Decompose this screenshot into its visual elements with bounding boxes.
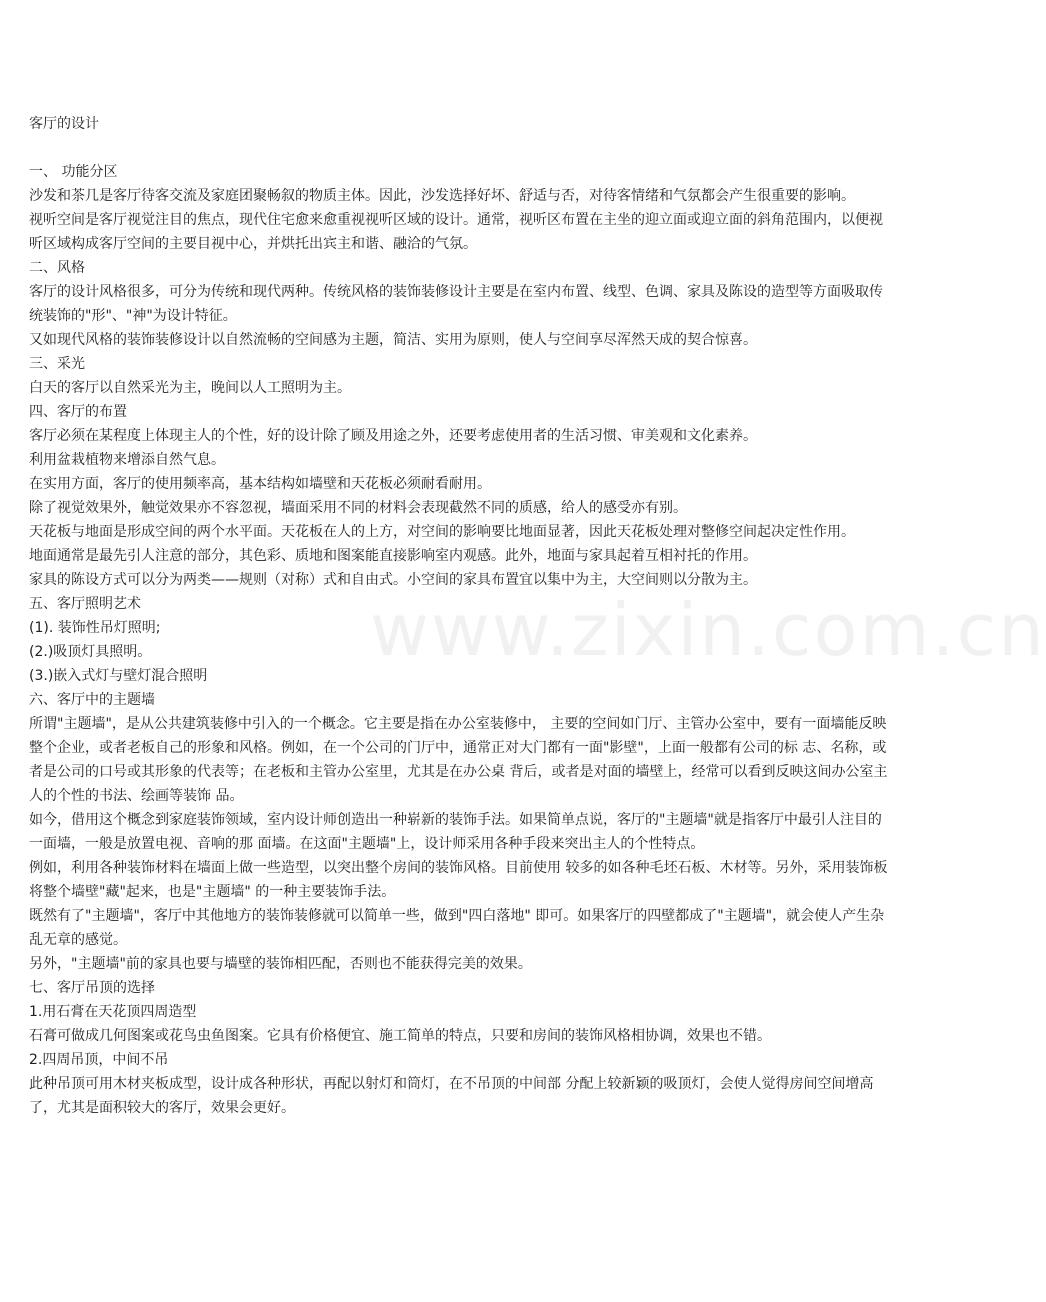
- paragraph: 家具的陈设方式可以分为两类——规则（对称）式和自由式。小空间的家具布置宜以集中为主，大空间则以分散为主。: [29, 572, 757, 588]
- document-lines: [29, 160, 893, 1120]
- paragraph: 地面通常是最先引人注意的部分，其色彩、质地和图案能直接影响室内观感。此外，地面与家具起着互相衬托的作用。: [29, 548, 757, 564]
- paragraph: 沙发和茶几是客厅待客交流及家庭团聚畅叙的物质主体。因此，沙发选择好坏、舒适与否，对待客情绪和气氛都会产生很重要的影响。: [29, 188, 855, 204]
- paragraph: 一、 功能分区: [29, 164, 118, 180]
- paragraph: 二、风格: [29, 260, 85, 276]
- document-title: 客厅的设计: [29, 116, 99, 132]
- paragraph: (1). 装饰性吊灯照明;: [29, 620, 161, 636]
- paragraph: 例如，利用各种装饰材料在墙面上做一些造型，以突出整个房间的装饰风格。目前使用 较多的如各种毛坯石板、木材等。另外，采用装饰板将整个墙壁"藏"起来，也是"主题墙" 的一种主要装饰手法。: [29, 860, 888, 900]
- document-body: [29, 112, 893, 1120]
- paragraph: 五、客厅照明艺术: [29, 596, 141, 612]
- paragraph: 另外，"主题墙"前的家具也要与墙壁的装饰相匹配，否则也不能获得完美的效果。: [29, 956, 532, 972]
- paragraph: 除了视觉效果外，触觉效果亦不容忽视，墙面采用不同的材料会表现截然不同的质感，给人的感受亦有别。: [29, 500, 687, 516]
- paragraph: 白天的客厅以自然采光为主，晚间以人工照明为主。: [29, 380, 351, 396]
- paragraph: 如今，借用这个概念到家庭装饰领域，室内设计师创造出一种崭新的装饰手法。如果简单点说，客厅的"主题墙"就是指客厅中最引人注目的一面墙，一般是放置电视、音响的那 面墙。在这面"主题墙"上，设计师采用各种手段来突出主人的个性特点。: [29, 812, 882, 852]
- watermark: www.zixin.com.cn: [370, 588, 1046, 672]
- paragraph: 视听空间是客厅视觉注目的焦点，现代住宅愈来愈重视视听区域的设计。通常，视听区布置在主坐的迎立面或迎立面的斜角范围内，以便视听区域构成客厅空间的主要目视中心，并烘托出宾主和谐、融洽的气氛。: [29, 212, 883, 252]
- paragraph: 在实用方面，客厅的使用频率高，基本结构如墙壁和天花板必须耐看耐用。: [29, 476, 491, 492]
- paragraph: 七、客厅吊顶的选择: [29, 980, 155, 996]
- paragraph: 所谓"主题墙"，是从公共建筑装修中引入的一个概念。它主要是指在办公室装修中， 主要的空间如门厅、主管办公室中，要有一面墙能反映整个企业，或者老板自己的形象和风格。例如，在一个公司的门厅中，通常正对大门都有一面"影壁"，上面一般都有公司的标 志、名称，或者是公司的口号或其形象的代表等；在老板和主管办公室里，尤其是在办公桌 背后，或者是对面的墙壁上，经常可以看到反映这间办公室主人的个性的书法、绘画等装饰 品。: [29, 716, 888, 804]
- paragraph: 既然有了"主题墙"，客厅中其他地方的装饰装修就可以简单一些，做到"四白落地" 即可。如果客厅的四壁都成了"主题墙"，就会使人产生杂乱无章的感觉。: [29, 908, 885, 948]
- paragraph: 1.用石膏在天花顶四周造型: [29, 1004, 197, 1020]
- paragraph: 三、采光: [29, 356, 85, 372]
- paragraph: (3.)嵌入式灯与壁灯混合照明: [29, 668, 208, 684]
- paragraph: 客厅必须在某程度上体现主人的个性，好的设计除了顾及用途之外，还要考虑使用者的生活习惯、审美观和文化素养。: [29, 428, 757, 444]
- paragraph: 石膏可做成几何图案或花鸟虫鱼图案。它具有价格便宜、施工简单的特点，只要和房间的装饰风格相协调，效果也不错。: [29, 1028, 771, 1044]
- paragraph: 天花板与地面是形成空间的两个水平面。天花板在人的上方，对空间的影响要比地面显著，因此天花板处理对整修空间起决定性作用。: [29, 524, 855, 540]
- paragraph: 客厅的设计风格很多，可分为传统和现代两种。传统风格的装饰装修设计主要是在室内布置、线型、色调、家具及陈设的造型等方面吸取传统装饰的"形"、"神"为设计特征。: [29, 284, 883, 324]
- paragraph: 此种吊顶可用木材夹板成型，设计成各种形状，再配以射灯和筒灯，在不吊顶的中间部 分配上较新颖的吸顶灯，会使人觉得房间空间增高了，尤其是面积较大的客厅，效果会更好。: [29, 1076, 874, 1116]
- paragraph: 四、客厅的布置: [29, 404, 127, 420]
- paragraph: 2.四周吊顶，中间不吊: [29, 1052, 169, 1068]
- paragraph: 又如现代风格的装饰装修设计以自然流畅的空间感为主题，简洁、实用为原则，使人与空间享尽浑然天成的契合惊喜。: [29, 332, 757, 348]
- paragraph: (2.)吸顶灯具照明。: [29, 644, 152, 660]
- paragraph: 六、客厅中的主题墙: [29, 692, 155, 708]
- paragraph: 利用盆栽植物来增添自然气息。: [29, 452, 225, 468]
